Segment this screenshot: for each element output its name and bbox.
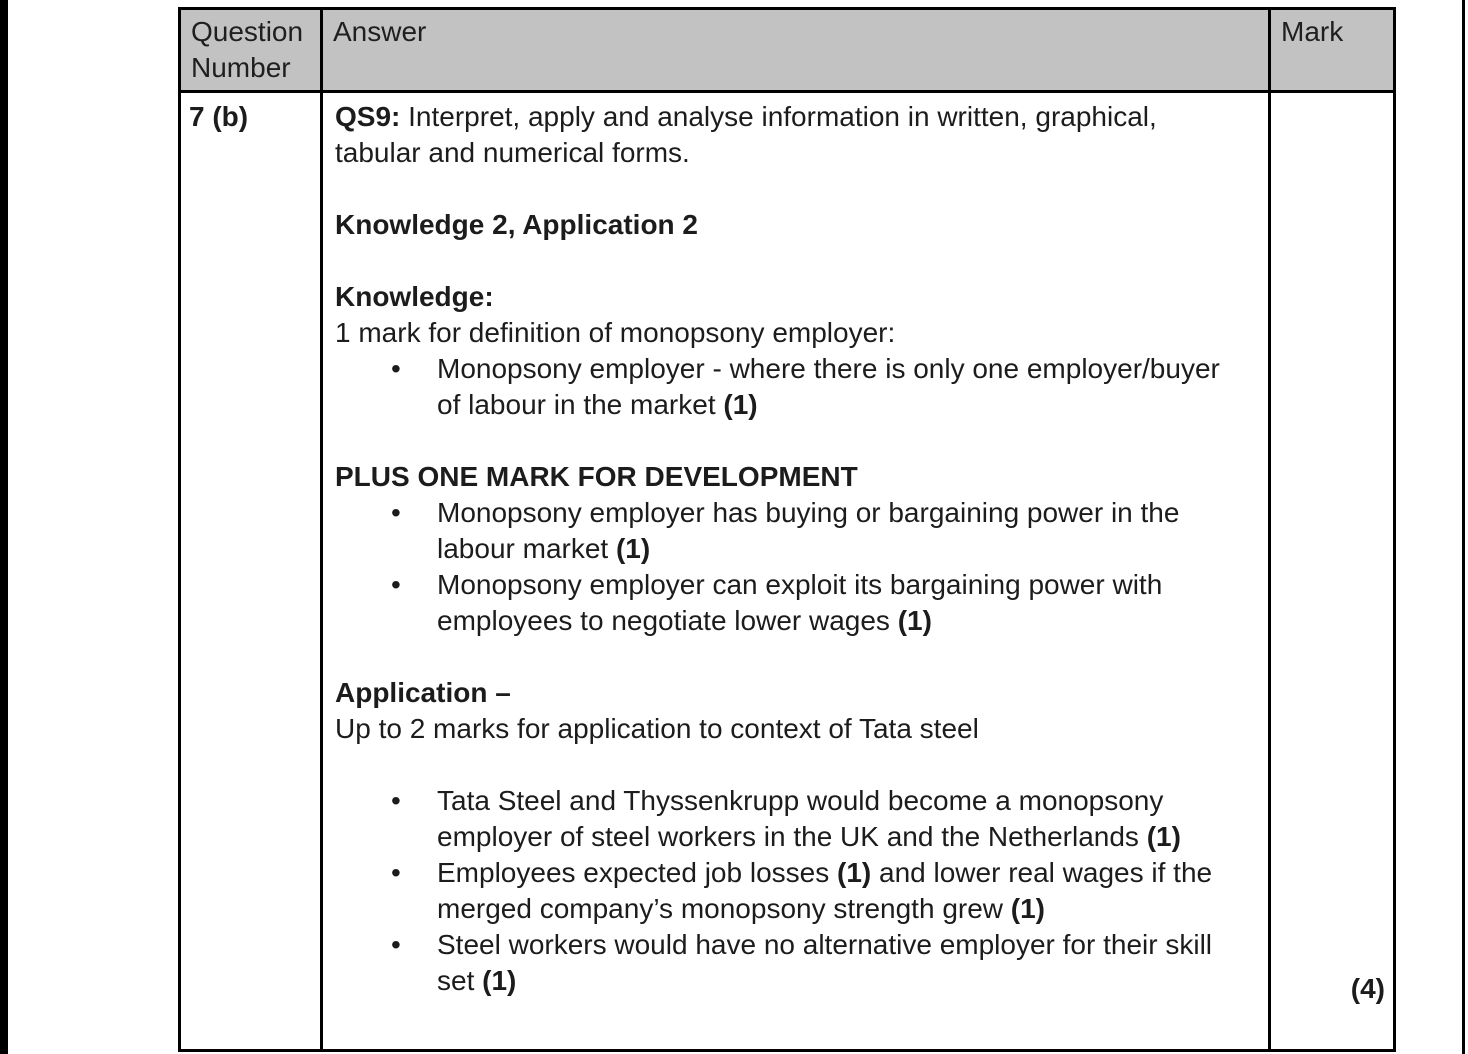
paragraph-spacer [335,639,1240,675]
answer-cell [322,92,1270,1051]
bullet-item: • Monopsony employer can exploit its bargaining power with employees to negotiate lower wages (1) [335,567,1240,639]
mark-value: (4) [1350,973,1385,1004]
question-number-cell [180,92,322,1051]
answer-paragraph: Knowledge 2, Application 2 [335,209,699,240]
bullet-item: • Steel workers would have no alternative employer for their skill set (1) [335,927,1240,999]
question-number: 7 (b) [189,101,249,132]
bullet-item: • Employees expected job losses (1) and lower real wages if the merged company’s monopsony strength grew (1) [335,855,1240,927]
answer-paragraph: Knowledge: [335,281,494,312]
table-row [180,92,1395,1051]
paragraph-spacer [335,171,1240,207]
header-question-number: Question Number [180,9,322,92]
paragraph-spacer [335,423,1240,459]
markscheme-table [178,7,1396,1052]
answer-paragraph: QS9: Interpret, apply and analyse information in written, graphical, tabular and numerical forms. [335,101,1157,168]
answer-paragraph: PLUS ONE MARK FOR DEVELOPMENT [335,461,858,492]
page-border-left [0,0,8,1054]
bullet-item: • Monopsony employer has buying or bargaining power in the labour market (1) [335,495,1240,567]
answer-content [335,99,1240,999]
bullet-list [335,495,1240,639]
header-mark: Mark [1270,9,1395,92]
header-row [180,9,1395,92]
answer-paragraph: Up to 2 marks for application to context of Tata steel [335,713,979,744]
answer-paragraph: 1 mark for definition of monopsony employer: [335,317,896,348]
mark-cell [1270,92,1395,1051]
bullet-list [335,351,1240,423]
bullet-list [335,783,1240,999]
paragraph-spacer [335,243,1240,279]
paragraph-spacer [335,747,1240,783]
page-border-right [1462,0,1465,1054]
bullet-item: • Tata Steel and Thyssenkrupp would become a monopsony employer of steel workers in the UK and the Netherlands (1) [335,783,1240,855]
bullet-item: • Monopsony employer - where there is only one employer/buyer of labour in the market (1) [335,351,1240,423]
answer-paragraph: Application – [335,677,511,708]
header-answer: Answer [322,9,1270,92]
